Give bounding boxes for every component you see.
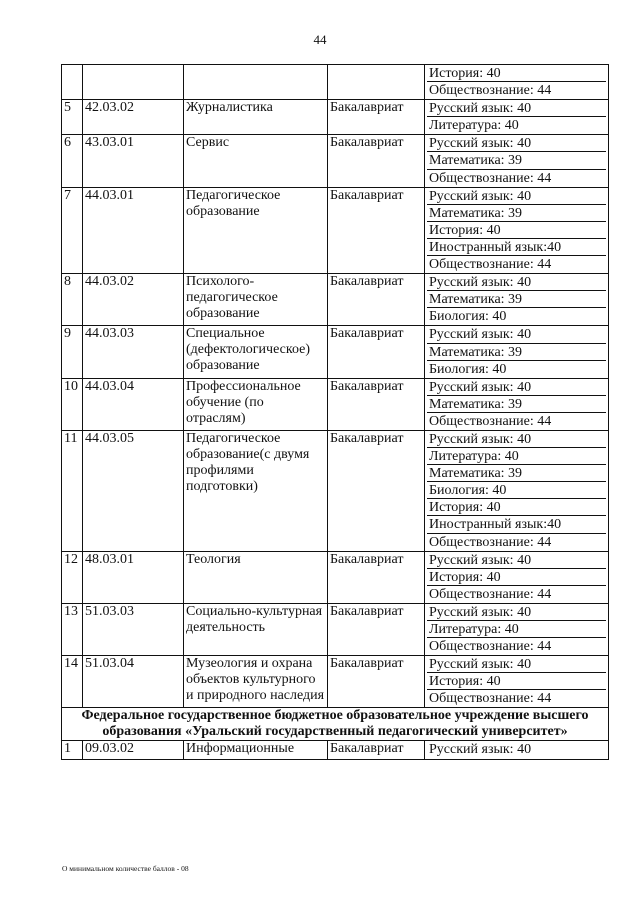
subject-min-score: Литература: 40 bbox=[429, 118, 519, 134]
subject-min-score: История: 40 bbox=[427, 673, 606, 690]
education-level bbox=[328, 65, 425, 100]
min-scores-cell bbox=[425, 135, 609, 187]
row-number: 5 bbox=[62, 100, 83, 135]
row-number: 12 bbox=[62, 551, 83, 603]
program-code: 51.03.03 bbox=[83, 603, 184, 655]
program-name: Специальное (дефектологическое) образование bbox=[184, 326, 328, 378]
min-scores-cell bbox=[425, 100, 609, 135]
subject-min-score: Обществознание: 44 bbox=[429, 586, 552, 602]
row-number: 9 bbox=[62, 326, 83, 378]
min-scores-cell bbox=[425, 187, 609, 273]
subject-min-score: Иностранный язык:40 bbox=[427, 239, 606, 256]
subject-min-score: Обществознание: 44 bbox=[429, 83, 552, 99]
education-level: Бакалавриат bbox=[328, 187, 425, 273]
table-row bbox=[62, 65, 609, 100]
table-row bbox=[62, 187, 609, 273]
subject-min-score: История: 40 bbox=[427, 569, 606, 586]
education-level: Бакалавриат bbox=[328, 430, 425, 551]
subject-min-score: Обществознание: 44 bbox=[429, 534, 552, 550]
min-scores-cell bbox=[425, 603, 609, 655]
subject-min-score: Русский язык: 40 bbox=[427, 274, 606, 291]
subject-min-score: Биология: 40 bbox=[429, 309, 507, 325]
subject-min-score: Обществознание: 44 bbox=[429, 170, 552, 186]
table-row bbox=[62, 274, 609, 326]
subject-min-score: Литература: 40 bbox=[427, 448, 606, 465]
row-number: 6 bbox=[62, 135, 83, 187]
table-row bbox=[62, 100, 609, 135]
subject-min-score: Обществознание: 44 bbox=[429, 257, 552, 273]
program-name: Педагогическое образование(с двумя профилями подготовки) bbox=[184, 430, 328, 551]
organization-heading-row bbox=[62, 708, 609, 741]
education-level: Бакалавриат bbox=[328, 135, 425, 187]
min-scores-cell bbox=[425, 430, 609, 551]
program-name: Журналистика bbox=[184, 100, 328, 135]
row-number: 7 bbox=[62, 187, 83, 273]
subject-min-score: Русский язык: 40 bbox=[427, 656, 606, 673]
subject-min-score: Иностранный язык:40 bbox=[427, 516, 606, 533]
program-name: Теология bbox=[184, 551, 328, 603]
subject-min-score: Обществознание: 44 bbox=[429, 691, 552, 707]
program-name: Профессиональное обучение (по отраслям) bbox=[184, 378, 328, 430]
program-code: 51.03.04 bbox=[83, 656, 184, 708]
row-number: 11 bbox=[62, 430, 83, 551]
subject-min-score: Русский язык: 40 bbox=[427, 604, 606, 621]
table-row bbox=[62, 656, 609, 708]
subject-min-score: Биология: 40 bbox=[427, 482, 606, 499]
subject-min-score: Русский язык: 40 bbox=[427, 135, 606, 152]
education-level: Бакалавриат bbox=[328, 326, 425, 378]
education-level: Бакалавриат bbox=[328, 100, 425, 135]
table-row bbox=[62, 135, 609, 187]
table-row bbox=[62, 603, 609, 655]
min-scores-cell bbox=[425, 65, 609, 100]
subject-min-score: Русский язык: 40 bbox=[427, 188, 606, 205]
table-row bbox=[62, 741, 609, 759]
subject-min-score: Математика: 39 bbox=[427, 205, 606, 222]
program-name: Сервис bbox=[184, 135, 328, 187]
subject-min-score: Русский язык: 40 bbox=[427, 431, 606, 448]
row-number bbox=[62, 65, 83, 100]
row-number: 1 bbox=[62, 741, 83, 759]
subject-min-score: Русский язык: 40 bbox=[427, 552, 606, 569]
program-code: 44.03.01 bbox=[83, 187, 184, 273]
education-level: Бакалавриат bbox=[328, 378, 425, 430]
subject-min-score: Литература: 40 bbox=[427, 621, 606, 638]
subject-min-score: Обществознание: 44 bbox=[429, 413, 552, 429]
program-name: Психолого-педагогическое образование bbox=[184, 274, 328, 326]
program-name: Информационные bbox=[184, 741, 328, 759]
row-number: 13 bbox=[62, 603, 83, 655]
row-number: 14 bbox=[62, 656, 83, 708]
subject-min-score: Биология: 40 bbox=[429, 361, 507, 377]
subject-min-score: История: 40 bbox=[427, 222, 606, 239]
subject-min-score: Математика: 39 bbox=[427, 396, 606, 413]
program-name: Педагогическое образование bbox=[184, 187, 328, 273]
subject-min-score: Математика: 39 bbox=[427, 152, 606, 169]
min-scores-cell bbox=[425, 274, 609, 326]
organization-heading: Федеральное государственное бюджетное образовательное учреждение высшего образования «Уральский государственный педагогический университет» bbox=[62, 708, 609, 741]
subject-min-score: Обществознание: 44 bbox=[429, 639, 552, 655]
program-code: 44.03.02 bbox=[83, 274, 184, 326]
education-level: Бакалавриат bbox=[328, 551, 425, 603]
program-code: 44.03.03 bbox=[83, 326, 184, 378]
program-name: Музеология и охрана объектов культурного и природного наследия bbox=[184, 656, 328, 708]
program-code: 09.03.02 bbox=[83, 741, 184, 759]
program-code: 44.03.05 bbox=[83, 430, 184, 551]
row-number: 8 bbox=[62, 274, 83, 326]
program-name bbox=[184, 65, 328, 100]
subject-min-score: Русский язык: 40 bbox=[427, 379, 606, 396]
table-row bbox=[62, 430, 609, 551]
subject-min-score: Математика: 39 bbox=[427, 344, 606, 361]
subject-min-score: Математика: 39 bbox=[427, 291, 606, 308]
min-scores-cell bbox=[425, 741, 609, 759]
document-footer: О минимальном количестве баллов - 08 bbox=[62, 864, 189, 873]
program-code: 42.03.02 bbox=[83, 100, 184, 135]
subject-min-score: История: 40 bbox=[427, 65, 606, 82]
subject-min-score: Математика: 39 bbox=[427, 465, 606, 482]
education-level: Бакалавриат bbox=[328, 741, 425, 759]
min-scores-cell bbox=[425, 378, 609, 430]
program-name: Социально-культурная деятельность bbox=[184, 603, 328, 655]
subject-min-score: Русский язык: 40 bbox=[427, 326, 606, 343]
education-level: Бакалавриат bbox=[328, 274, 425, 326]
min-scores-cell bbox=[425, 551, 609, 603]
education-level: Бакалавриат bbox=[328, 656, 425, 708]
subject-min-score: История: 40 bbox=[427, 499, 606, 516]
program-code: 44.03.04 bbox=[83, 378, 184, 430]
min-scores-cell bbox=[425, 656, 609, 708]
education-level: Бакалавриат bbox=[328, 603, 425, 655]
table-row bbox=[62, 551, 609, 603]
program-code: 43.03.01 bbox=[83, 135, 184, 187]
table-row bbox=[62, 378, 609, 430]
row-number: 10 bbox=[62, 378, 83, 430]
admission-table bbox=[61, 64, 609, 760]
page-number: 44 bbox=[313, 32, 327, 47]
program-code: 48.03.01 bbox=[83, 551, 184, 603]
program-code bbox=[83, 65, 184, 100]
subject-min-score: Русский язык: 40 bbox=[427, 100, 606, 117]
table-row bbox=[62, 326, 609, 378]
min-scores-cell bbox=[425, 326, 609, 378]
subject-min-score: Русский язык: 40 bbox=[429, 742, 532, 758]
